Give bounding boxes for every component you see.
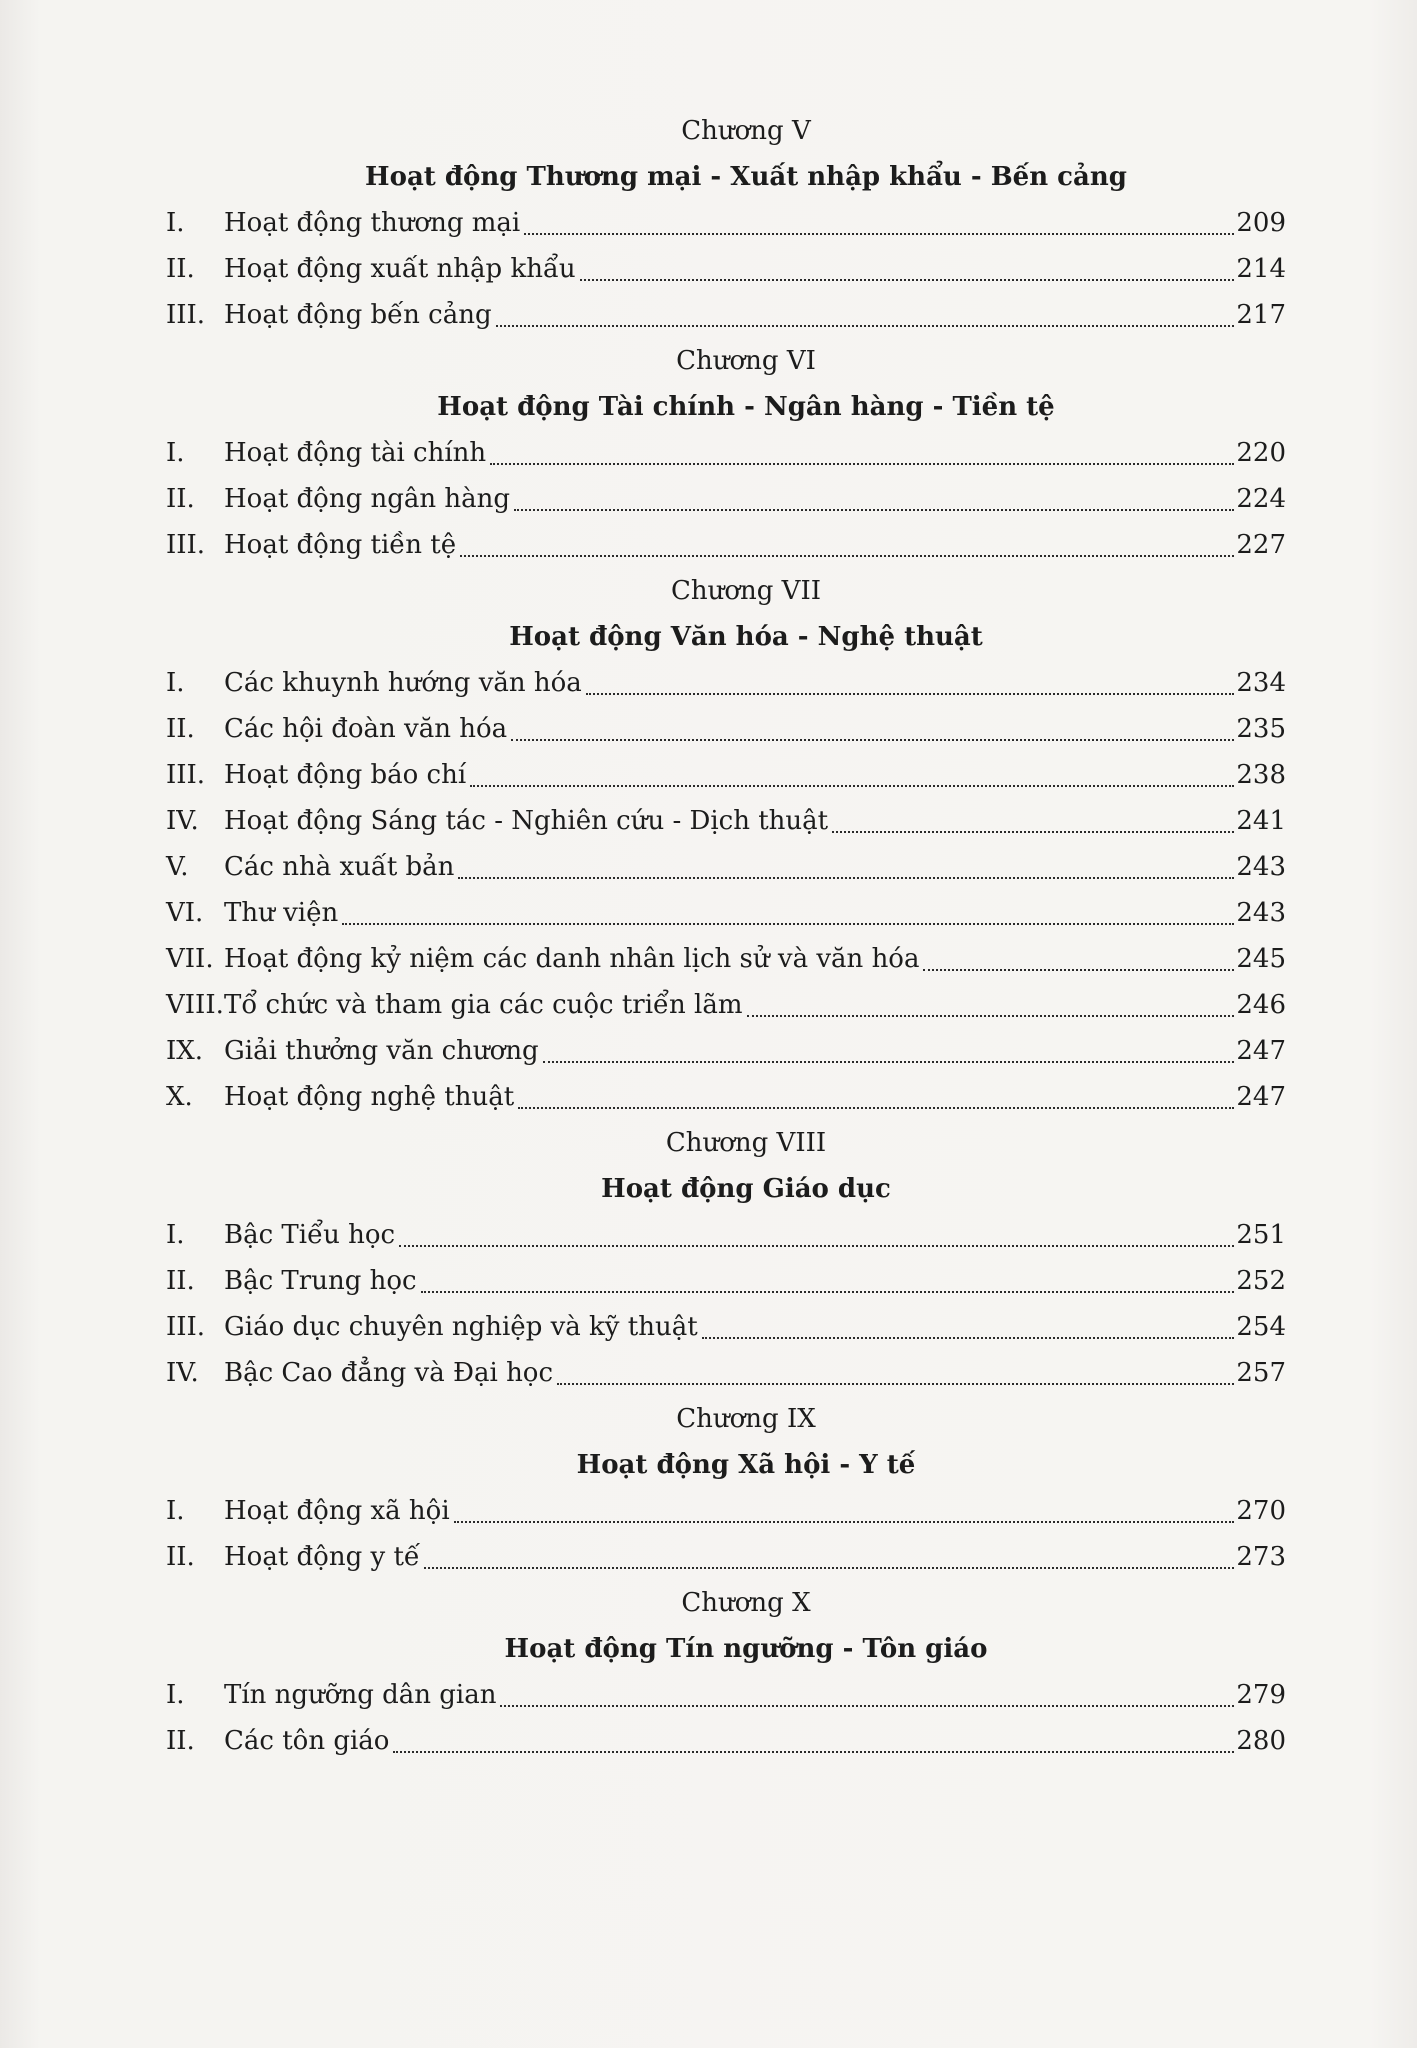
- toc-entry[interactable]: [166, 1304, 1286, 1350]
- table-of-contents: [166, 108, 1286, 1764]
- dot-leader: [470, 785, 1234, 787]
- toc-entry[interactable]: [166, 936, 1286, 982]
- dot-leader: [586, 693, 1235, 695]
- entry-title: Hoạt động bến cảng: [224, 300, 492, 330]
- chapter-heading: [166, 1120, 1286, 1212]
- entry-number: I.: [166, 208, 185, 238]
- entry-number: X.: [166, 1082, 193, 1112]
- entry-number: III.: [166, 1312, 206, 1342]
- dot-leader: [496, 325, 1235, 327]
- entry-page-number: 270: [1236, 1496, 1286, 1526]
- dot-leader: [511, 739, 1234, 741]
- entry-page-number: 234: [1236, 668, 1286, 698]
- chapter-heading: [166, 108, 1286, 200]
- dot-leader: [500, 1705, 1234, 1707]
- toc-entry[interactable]: [166, 522, 1286, 568]
- entry-number: VII.: [166, 944, 214, 974]
- toc-entry[interactable]: [166, 1718, 1286, 1764]
- chapter-number: Chương V: [681, 116, 811, 146]
- entry-number: IV.: [166, 1358, 199, 1388]
- toc-entry[interactable]: [166, 246, 1286, 292]
- entry-number: I.: [166, 1680, 185, 1710]
- chapter-number: Chương X: [681, 1588, 811, 1618]
- entry-number: I.: [166, 438, 185, 468]
- chapter-heading: [166, 568, 1286, 660]
- entry-page-number: 279: [1236, 1680, 1286, 1710]
- chapter-number: Chương VI: [676, 346, 816, 376]
- entry-page-number: 224: [1236, 484, 1286, 514]
- toc-entry[interactable]: [166, 982, 1286, 1028]
- dot-leader: [490, 463, 1234, 465]
- entry-title: Bậc Tiểu học: [224, 1220, 396, 1250]
- entry-page-number: 241: [1236, 806, 1286, 836]
- toc-entry[interactable]: [166, 430, 1286, 476]
- entry-title: Hoạt động báo chí: [224, 760, 467, 790]
- entry-number: VI.: [166, 898, 204, 928]
- dot-leader: [543, 1061, 1235, 1063]
- entry-page-number: 243: [1236, 898, 1286, 928]
- chapter-number: Chương VII: [670, 576, 821, 606]
- toc-entry[interactable]: [166, 706, 1286, 752]
- entry-number: IV.: [166, 806, 199, 836]
- entry-page-number: 257: [1236, 1358, 1286, 1388]
- entry-number: III.: [166, 300, 206, 330]
- dot-leader: [454, 1521, 1235, 1523]
- entry-number: II.: [166, 484, 195, 514]
- entry-page-number: 227: [1236, 530, 1286, 560]
- toc-entry[interactable]: [166, 1488, 1286, 1534]
- toc-entry[interactable]: [166, 1258, 1286, 1304]
- entry-number: IX.: [166, 1036, 204, 1066]
- chapter-title: Hoạt động Tài chính - Ngân hàng - Tiền tệ: [437, 392, 1055, 422]
- entry-number: I.: [166, 1220, 185, 1250]
- toc-entry[interactable]: [166, 1028, 1286, 1074]
- dot-leader: [747, 1015, 1235, 1017]
- dot-leader: [399, 1245, 1234, 1247]
- chapter-title: Hoạt động Xã hội - Y tế: [576, 1450, 916, 1480]
- chapter-heading: [166, 338, 1286, 430]
- entry-page-number: 273: [1236, 1542, 1286, 1572]
- dot-leader: [702, 1337, 1235, 1339]
- entry-number: II.: [166, 714, 195, 744]
- entry-title: Tổ chức và tham gia các cuộc triển lãm: [224, 990, 743, 1020]
- dot-leader: [518, 1107, 1234, 1109]
- entry-number: I.: [166, 1496, 185, 1526]
- chapter-heading: [166, 1396, 1286, 1488]
- entry-title: Hoạt động thương mại: [224, 208, 521, 238]
- entry-page-number: 252: [1236, 1266, 1286, 1296]
- entry-title: Hoạt động tài chính: [224, 438, 487, 468]
- entry-title: Bậc Trung học: [224, 1266, 417, 1296]
- dot-leader: [393, 1751, 1234, 1753]
- chapter-heading: [166, 1580, 1286, 1672]
- entry-number: II.: [166, 1266, 195, 1296]
- entry-title: Hoạt động Sáng tác - Nghiên cứu - Dịch thuật: [224, 806, 829, 836]
- entry-number: III.: [166, 760, 206, 790]
- chapter-title: Hoạt động Giáo dục: [601, 1174, 891, 1204]
- entry-page-number: 220: [1236, 438, 1286, 468]
- entry-title: Bậc Cao đẳng và Đại học: [224, 1358, 554, 1388]
- entry-title: Giải thưởng văn chương: [224, 1036, 539, 1066]
- dot-leader: [460, 555, 1234, 557]
- dot-leader: [580, 279, 1235, 281]
- entry-page-number: 245: [1236, 944, 1286, 974]
- entry-number: II.: [166, 254, 195, 284]
- entry-number: VIII.: [166, 990, 224, 1020]
- chapter-number: Chương VIII: [665, 1128, 827, 1158]
- entry-page-number: 217: [1236, 300, 1286, 330]
- toc-entry[interactable]: [166, 1672, 1286, 1718]
- entry-title: Thư viện: [224, 898, 339, 928]
- entry-title: Hoạt động ngân hàng: [224, 484, 511, 514]
- entry-title: Giáo dục chuyên nghiệp và kỹ thuật: [224, 1312, 698, 1342]
- entry-page-number: 247: [1236, 1036, 1286, 1066]
- chapter-title: Hoạt động Thương mại - Xuất nhập khẩu - Bến cảng: [365, 162, 1127, 192]
- dot-leader: [458, 877, 1234, 879]
- toc-entry[interactable]: [166, 660, 1286, 706]
- entry-page-number: 254: [1236, 1312, 1286, 1342]
- toc-entry[interactable]: [166, 476, 1286, 522]
- entry-page-number: 214: [1236, 254, 1286, 284]
- dot-leader: [832, 831, 1234, 833]
- entry-number: II.: [166, 1542, 195, 1572]
- toc-entry[interactable]: [166, 200, 1286, 246]
- dot-leader: [421, 1291, 1235, 1293]
- dot-leader: [424, 1567, 1234, 1569]
- toc-entry[interactable]: [166, 844, 1286, 890]
- dot-leader: [514, 509, 1234, 511]
- toc-entry[interactable]: [166, 1074, 1286, 1120]
- entry-page-number: 280: [1236, 1726, 1286, 1756]
- toc-entry[interactable]: [166, 1212, 1286, 1258]
- entry-number: II.: [166, 1726, 195, 1756]
- toc-entry[interactable]: [166, 1534, 1286, 1580]
- entry-title: Hoạt động xuất nhập khẩu: [224, 254, 576, 284]
- entry-number: V.: [166, 852, 189, 882]
- entry-number: I.: [166, 668, 185, 698]
- entry-title: Hoạt động kỷ niệm các danh nhân lịch sử và văn hóa: [224, 944, 920, 974]
- entry-page-number: 209: [1236, 208, 1286, 238]
- toc-entry[interactable]: [166, 752, 1286, 798]
- dot-leader: [524, 233, 1234, 235]
- dot-leader: [923, 969, 1234, 971]
- toc-entry[interactable]: [166, 1350, 1286, 1396]
- entry-title: Các khuynh hướng văn hóa: [224, 668, 582, 698]
- entry-page-number: 251: [1236, 1220, 1286, 1250]
- toc-entry[interactable]: [166, 890, 1286, 936]
- dot-leader: [342, 923, 1234, 925]
- entry-title: Các hội đoàn văn hóa: [224, 714, 508, 744]
- entry-title: Các nhà xuất bản: [224, 852, 455, 882]
- entry-title: Tín ngưỡng dân gian: [224, 1680, 497, 1710]
- chapter-title: Hoạt động Văn hóa - Nghệ thuật: [509, 622, 983, 652]
- entry-page-number: 238: [1236, 760, 1286, 790]
- entry-page-number: 243: [1236, 852, 1286, 882]
- toc-entry[interactable]: [166, 292, 1286, 338]
- entry-number: III.: [166, 530, 206, 560]
- entry-page-number: 247: [1236, 1082, 1286, 1112]
- entry-title: Hoạt động nghệ thuật: [224, 1082, 515, 1112]
- entry-page-number: 235: [1236, 714, 1286, 744]
- toc-entry[interactable]: [166, 798, 1286, 844]
- chapter-number: Chương IX: [676, 1404, 816, 1434]
- entry-title: Hoạt động tiền tệ: [224, 530, 457, 560]
- chapter-title: Hoạt động Tín ngưỡng - Tôn giáo: [504, 1634, 988, 1664]
- entry-title: Hoạt động y tế: [224, 1542, 420, 1572]
- dot-leader: [557, 1383, 1234, 1385]
- entry-page-number: 246: [1236, 990, 1286, 1020]
- entry-title: Hoạt động xã hội: [224, 1496, 450, 1526]
- entry-title: Các tôn giáo: [224, 1726, 390, 1756]
